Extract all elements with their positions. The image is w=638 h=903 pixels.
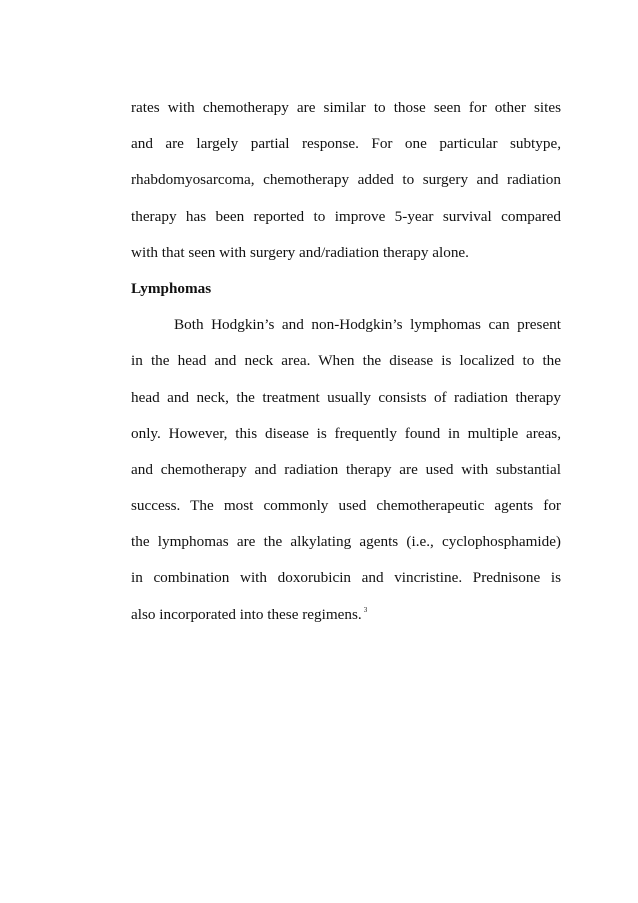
text-line: therapy has been reported to improve 5-year survival compared <box>131 207 561 225</box>
text-line: the lymphomas are the alkylating agents (i.e., cyclophosphamide) <box>131 533 561 551</box>
text-line: Both Hodgkin’s and non-Hodgkin’s lymphomas can present <box>174 316 561 334</box>
text-line-last <box>131 597 561 633</box>
citation-superscript: 3 <box>363 605 368 614</box>
document-page <box>131 90 561 633</box>
section-heading: Lymphomas <box>131 279 212 297</box>
text-line: and are largely partial response. For one particular subtype, <box>131 135 561 153</box>
paragraph-lymphomas <box>131 307 561 633</box>
text-line: rhabdomyosarcoma, chemotherapy added to surgery and radiation <box>131 171 561 189</box>
text-line: and chemotherapy and radiation therapy are used with substantial <box>131 460 561 478</box>
paragraph-chemotherapy-response <box>131 90 561 271</box>
text-line: also incorporated into these regimens. <box>131 605 362 623</box>
text-line: rates with chemotherapy are similar to those seen for other sites <box>131 99 561 116</box>
text-line: head and neck, the treatment usually consists of radiation therapy <box>131 388 561 406</box>
text-line: in combination with doxorubicin and vincristine. Prednisone is <box>131 569 561 587</box>
text-line: in the head and neck area. When the disease is localized to the <box>131 352 561 370</box>
text-line: with that seen with surgery and/radiation therapy alone. <box>131 243 469 261</box>
text-line: success. The most commonly used chemotherapeutic agents for <box>131 497 561 515</box>
text-line: only. However, this disease is frequently found in multiple areas, <box>131 424 561 442</box>
